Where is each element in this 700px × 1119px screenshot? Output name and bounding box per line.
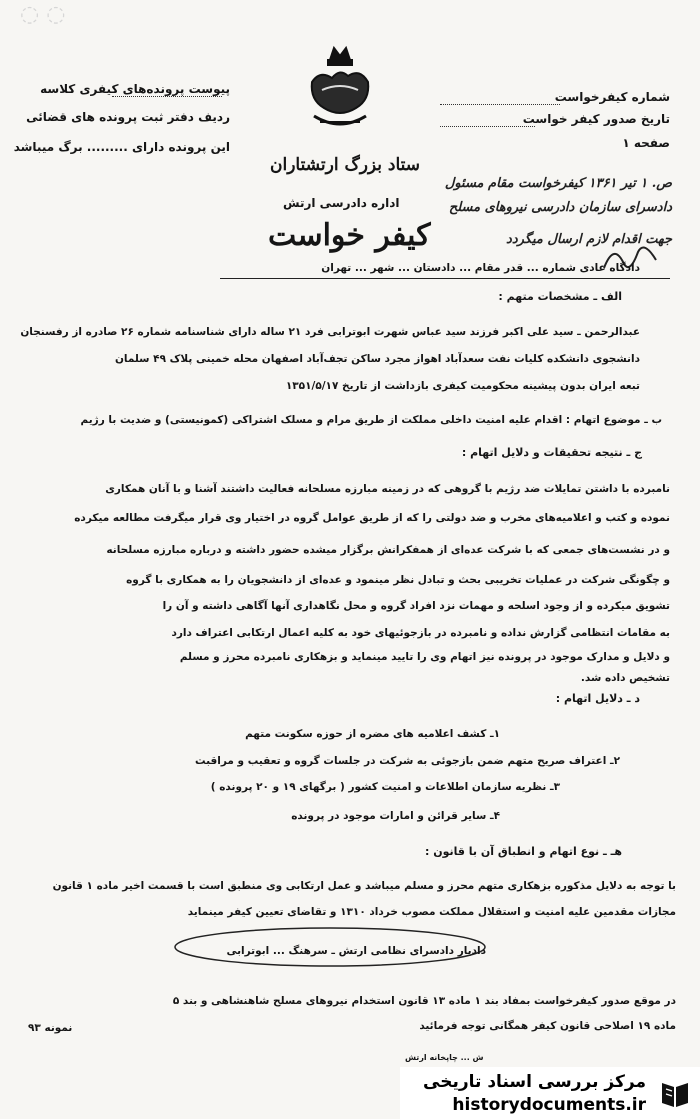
- crown-emblem: [300, 42, 380, 134]
- body-line-6: به مقامات انتظامی گزارش نداده و نامبرده در بازجوئیهای خود به کلیه اعمال ارتکابی اعتراف دارد: [171, 627, 670, 639]
- handwritten-note-line3: جهت اقدام لازم ارسال میگردد: [506, 232, 672, 247]
- evidence-item-1: ۱ـ کشف اعلامیه های مضره از حوزه سکونت متهم: [245, 728, 500, 740]
- body-line-2: نموده و کتب و اعلامیه‌های مخرب و ضد دولتی را که از طریق عوامل گروه در اختیار وی قرار میگرفت مطالعه میکرده: [74, 512, 670, 524]
- print-line: ش ... چاپخانه ارتش: [405, 1053, 484, 1062]
- section-c-heading: ج ـ نتیجه تحقیقات و دلایل اتهام :: [461, 446, 642, 459]
- bleed-through-mark: ◌ ◌: [20, 2, 66, 27]
- attachment-line: [112, 96, 222, 97]
- law-line-2: مجازات مقدمین علیه امنیت و استقلال مملکت مصوب خرداد ۱۳۱۰ و تقاضای تعیین کیفر مینماید: [187, 906, 676, 918]
- court-line: دادگاه عادی شماره ... قدر مقام ... دادستان ... شهر ... تهران: [321, 262, 640, 274]
- archive-book-icon: [658, 1077, 692, 1111]
- evidence-item-2: ۲ـ اعتراف صریح متهم ضمن بازجوئی به شرکت در جلسات گروه و تعقیب و مراقبت: [194, 755, 620, 767]
- defendant-line-2: دانشجوی دانشکده کلیات نفت سعدآباد اهواز مجرد ساکن تجف‌آباد اصفهان محله خمینی پلاک ۴۹ سلمان: [114, 353, 640, 365]
- section-d-heading: د ـ دلایل اتهام :: [555, 692, 640, 705]
- watermark-url[interactable]: historydocuments.ir: [452, 1095, 646, 1115]
- handwritten-note-line2: دادسرای سازمان دادرسی نیروهای مسلح: [448, 200, 672, 215]
- form-number: نمونه ۹۳: [28, 1022, 73, 1034]
- section-a-heading: الف ـ مشخصات متهم :: [498, 290, 622, 303]
- department-name: اداره دادرسی ارتش: [283, 196, 400, 210]
- document-title: کیفر خواست: [268, 218, 431, 253]
- law-line-1: با توجه به دلایل مذکوره بزهکاری متهم محرز و مسلم میباشد و عمل ارتکابی وی منطبق است با قسمت اخیر ماده ۱ قانون: [52, 880, 676, 892]
- body-line-5: تشویق میکرده و از وجود اسلحه و مهمات نزد افراد گروه و محل نگاهداری آنها آگاهی داشته و آن را: [162, 600, 670, 612]
- org-name: ستاد بزرگ ارتشتاران: [270, 155, 421, 175]
- footer-line-1: در موقع صدور کیفرخواست بمفاد بند ۱ ماده ۱۳ قانون استخدام نیروهای مسلح شاهنشاهی و بند ۵: [172, 995, 676, 1007]
- page-number-label: صفحه ۱: [622, 136, 670, 150]
- body-line-7: و دلایل و مدارک موجود در پرونده نیز اتهام وی را تایید مینماید و بزهکاری نامبرده محرز و مسلم: [179, 651, 670, 663]
- body-line-3: و در نشست‌های جمعی که با شرکت عده‌ای از همفکرانش برگزار میشده حضور داشته و درباره مبارزه مسلحانه: [106, 544, 670, 556]
- handwritten-note-line1: ص. ۱ تیر ۱۳۶۱ کیفرخواست مقام مسئول: [444, 176, 672, 191]
- watermark-title: مرکز بررسی اسناد تاریخی: [423, 1072, 646, 1092]
- case-number-line: [440, 104, 560, 105]
- issue-date-line: [440, 126, 535, 127]
- defendant-line-3: تبعه ایران بدون پیشینه محکومیت کیفری بازداشت از تاریخ ۱۳۵۱/۵/۱۷: [285, 380, 640, 392]
- pages-label: این پرونده دارای ......... برگ میباشد: [13, 140, 230, 154]
- stamp-caption: دادیار دادسرای نظامی ارتش ـ سرهنگ ... ابوترابی: [226, 945, 486, 957]
- footer-line-2: ماده ۱۹ اصلاحی قانون کیفر همگانی توجه فرمائید: [419, 1020, 676, 1032]
- evidence-item-4: ۴ـ سایر قرائن و امارات موجود در پرونده: [291, 810, 500, 822]
- attachment-label: پیوست پرونده‌های کیفری کلاسه: [40, 82, 230, 96]
- case-number-label: شماره کیفرخواست: [554, 90, 670, 104]
- court-underline: [220, 278, 670, 279]
- section-b-subject: ب ـ موضوع اتهام : اقدام علیه امنیت داخلی مملکت از طریق مرام و مسلک اشتراکی (کمونیستی) و ضدیت با رژیم: [80, 414, 662, 426]
- body-line-1: نامبرده با داشتن تمایلات ضد رژیم با گروهی که در زمینه مبارزه مسلحانه فعالیت داشتند آشنا و با آنان همکاری: [105, 483, 670, 495]
- issue-date-label: تاریخ صدور کیفر خواست: [522, 112, 670, 126]
- defendant-line-1: عبدالرحمن ـ سید علی اکبر فرزند سید عباس شهرت ابوترابی فرد ۲۱ ساله دارای شناسنامه شماره ۲۶ صادره از رفسنجان: [20, 326, 640, 338]
- evidence-item-3: ۳ـ نظریه سازمان اطلاعات و امنیت کشور ( برگهای ۱۹ و ۲۰ پرونده ): [210, 781, 560, 793]
- body-line-8: تشخیص داده شد.: [580, 672, 670, 684]
- registry-label: ردیف دفتر ثبت پرونده های قضائی: [26, 110, 230, 124]
- section-e-heading: هـ ـ نوع اتهام و انطباق آن با قانون :: [425, 845, 622, 858]
- body-line-4: و چگونگی شرکت در عملیات تخریبی بحث و تبادل نظر مینمود و عده‌ای از دانشجویان را به همکاری با گروه: [126, 574, 670, 586]
- watermark-bar: [400, 1067, 700, 1119]
